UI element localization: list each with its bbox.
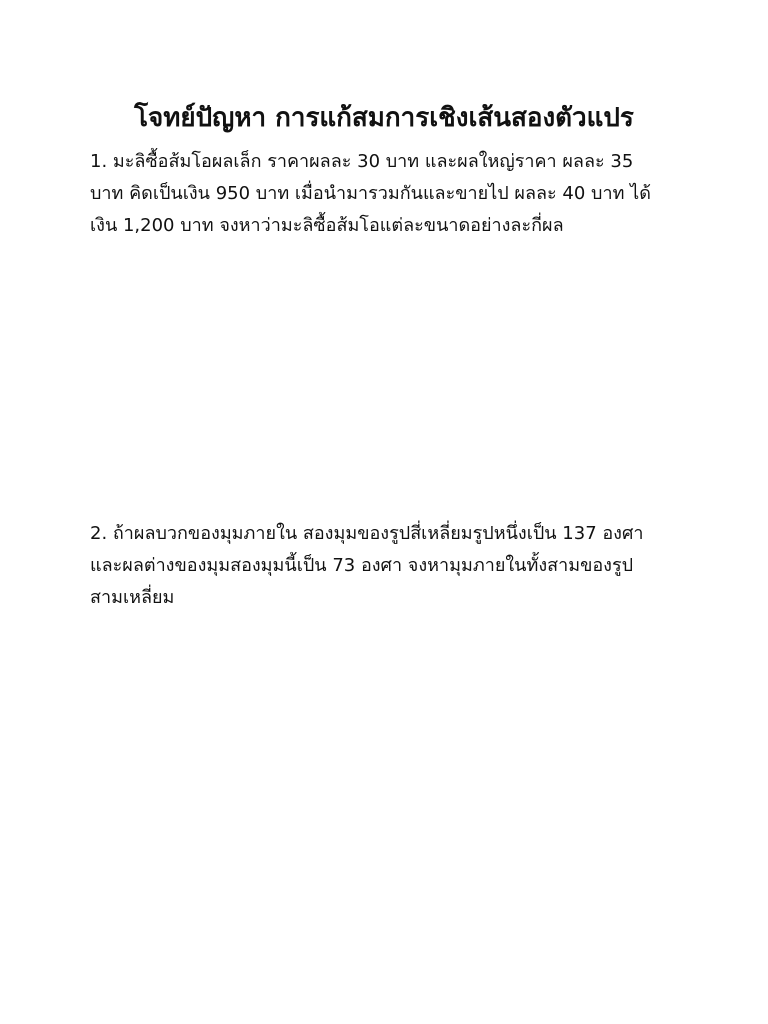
problem-1-line-2: บาท คิดเป็นเงิน 950 บาท เมื่อนำมารวมกันและขายไป ผลละ 40 บาท ได้: [90, 183, 651, 204]
problem-2: [90, 518, 690, 614]
problem-2-line-3: สามเหลี่ยม: [90, 587, 175, 608]
problem-1: [90, 146, 690, 242]
problem-2-line-2: และผลต่างของมุมสองมุมนี้เป็น 73 องศา จงหามุมภายในทั้งสามของรูป: [90, 555, 634, 576]
problem-1-line-3: เงิน 1,200 บาท จงหาว่ามะลิซื้อส้มโอแต่ละขนาดอย่างละกี่ผล: [90, 215, 564, 236]
problem-1-line-1: 1. มะลิซื้อส้มโอผลเล็ก ราคาผลละ 30 บาท และผลใหญ่ราคา ผลละ 35: [90, 151, 634, 172]
document-title: โจทย์ปัญหา การแก้สมการเชิงเส้นสองตัวแปร: [134, 103, 634, 133]
problem-2-line-1: 2. ถ้าผลบวกของมุมภายใน สองมุมของรูปสี่เหลี่ยมรูปหนึ่งเป็น 137 องศา: [90, 523, 644, 544]
